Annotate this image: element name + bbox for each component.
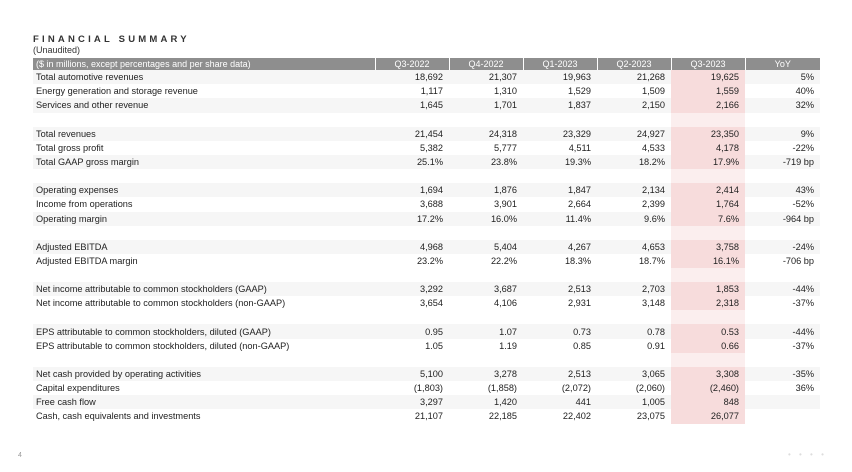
column-header: Q3-2022 xyxy=(375,58,449,70)
value-cell: (2,460) xyxy=(671,381,745,395)
financial-summary-table xyxy=(33,58,820,424)
row-label: Total revenues xyxy=(33,127,375,141)
value-cell: 1,420 xyxy=(449,395,523,409)
group-spacer xyxy=(33,353,820,367)
value-cell: 3,901 xyxy=(449,197,523,211)
yoy-cell: -44% xyxy=(745,282,820,296)
value-cell: 3,297 xyxy=(375,395,449,409)
value-cell: 3,065 xyxy=(597,367,671,381)
value-cell: 7.6% xyxy=(671,212,745,226)
value-cell: 1.05 xyxy=(375,339,449,353)
yoy-cell: 9% xyxy=(745,127,820,141)
row-label: EPS attributable to common stockholders, diluted (non-GAAP) xyxy=(33,339,375,353)
value-cell: 3,687 xyxy=(449,282,523,296)
table-row xyxy=(33,339,820,353)
value-cell: 1,764 xyxy=(671,197,745,211)
value-cell: 0.95 xyxy=(375,324,449,338)
value-cell: 3,278 xyxy=(449,367,523,381)
row-label: Adjusted EBITDA xyxy=(33,240,375,254)
row-label: Adjusted EBITDA margin xyxy=(33,254,375,268)
value-cell: 4,106 xyxy=(449,296,523,310)
value-cell: 0.53 xyxy=(671,324,745,338)
value-cell: 23,329 xyxy=(523,127,597,141)
value-cell: 1,645 xyxy=(375,98,449,112)
value-cell: (1,858) xyxy=(449,381,523,395)
row-label: Net income attributable to common stockholders (GAAP) xyxy=(33,282,375,296)
column-header: Q4-2022 xyxy=(449,58,523,70)
row-label: Operating margin xyxy=(33,212,375,226)
row-label: Total automotive revenues xyxy=(33,70,375,84)
value-cell: 21,454 xyxy=(375,127,449,141)
value-cell: 18.7% xyxy=(597,254,671,268)
page-subtitle: (Unaudited) xyxy=(33,45,81,55)
value-cell: 2,414 xyxy=(671,183,745,197)
value-cell: 3,148 xyxy=(597,296,671,310)
value-cell: 2,318 xyxy=(671,296,745,310)
value-cell: 4,267 xyxy=(523,240,597,254)
table-row xyxy=(33,212,820,226)
yoy-cell: -37% xyxy=(745,296,820,310)
value-cell: 25.1% xyxy=(375,155,449,169)
footer-dots: • • • • xyxy=(788,450,827,459)
value-cell: 1,847 xyxy=(523,183,597,197)
value-cell: 21,107 xyxy=(375,409,449,423)
group-spacer xyxy=(33,310,820,324)
row-label: Operating expenses xyxy=(33,183,375,197)
table-row xyxy=(33,324,820,338)
yoy-cell: -35% xyxy=(745,367,820,381)
yoy-cell: -22% xyxy=(745,141,820,155)
value-cell: 19,625 xyxy=(671,70,745,84)
table-row xyxy=(33,381,820,395)
row-label: Net income attributable to common stockholders (non-GAAP) xyxy=(33,296,375,310)
column-header: Q2-2023 xyxy=(597,58,671,70)
value-cell: 4,968 xyxy=(375,240,449,254)
table-row xyxy=(33,127,820,141)
value-cell: 1,005 xyxy=(597,395,671,409)
yoy-cell: -52% xyxy=(745,197,820,211)
row-label: Total GAAP gross margin xyxy=(33,155,375,169)
value-cell: 1,117 xyxy=(375,84,449,98)
row-label: Cash, cash equivalents and investments xyxy=(33,409,375,423)
value-cell: 23,075 xyxy=(597,409,671,423)
value-cell: 18.3% xyxy=(523,254,597,268)
value-cell: 4,653 xyxy=(597,240,671,254)
value-cell: 16.0% xyxy=(449,212,523,226)
value-cell: 5,404 xyxy=(449,240,523,254)
value-cell: 1,559 xyxy=(671,84,745,98)
row-label: Total gross profit xyxy=(33,141,375,155)
column-header: Q3-2023 xyxy=(671,58,745,70)
table-row xyxy=(33,240,820,254)
value-cell: (2,060) xyxy=(597,381,671,395)
yoy-cell: 32% xyxy=(745,98,820,112)
column-header: YoY xyxy=(745,58,820,70)
value-cell: 5,100 xyxy=(375,367,449,381)
yoy-cell: -24% xyxy=(745,240,820,254)
value-cell: 0.78 xyxy=(597,324,671,338)
value-cell: 1,837 xyxy=(523,98,597,112)
row-label: Income from operations xyxy=(33,197,375,211)
value-cell: 1,310 xyxy=(449,84,523,98)
value-cell: 23.2% xyxy=(375,254,449,268)
yoy-cell: -964 bp xyxy=(745,212,820,226)
table-row xyxy=(33,141,820,155)
table-row xyxy=(33,98,820,112)
value-cell: 1,694 xyxy=(375,183,449,197)
table-row xyxy=(33,70,820,84)
value-cell: 17.2% xyxy=(375,212,449,226)
value-cell: 2,150 xyxy=(597,98,671,112)
yoy-cell: -706 bp xyxy=(745,254,820,268)
value-cell: 2,513 xyxy=(523,282,597,296)
header-label: ($ in millions, except percentages and per share data) xyxy=(33,58,375,70)
value-cell: 16.1% xyxy=(671,254,745,268)
value-cell: 17.9% xyxy=(671,155,745,169)
table-row xyxy=(33,409,820,423)
row-label: Services and other revenue xyxy=(33,98,375,112)
value-cell: 2,134 xyxy=(597,183,671,197)
table-row xyxy=(33,197,820,211)
value-cell: 22,185 xyxy=(449,409,523,423)
yoy-cell xyxy=(745,395,820,409)
value-cell: 23,350 xyxy=(671,127,745,141)
yoy-cell: 43% xyxy=(745,183,820,197)
yoy-cell: 40% xyxy=(745,84,820,98)
value-cell: 9.6% xyxy=(597,212,671,226)
value-cell: 19.3% xyxy=(523,155,597,169)
value-cell: 0.91 xyxy=(597,339,671,353)
value-cell: 1,853 xyxy=(671,282,745,296)
table-row xyxy=(33,183,820,197)
table-row xyxy=(33,367,820,381)
value-cell: 4,511 xyxy=(523,141,597,155)
value-cell: 0.85 xyxy=(523,339,597,353)
value-cell: 3,758 xyxy=(671,240,745,254)
column-header: Q1-2023 xyxy=(523,58,597,70)
value-cell: 18,692 xyxy=(375,70,449,84)
value-cell: 0.73 xyxy=(523,324,597,338)
row-label: EPS attributable to common stockholders, diluted (GAAP) xyxy=(33,324,375,338)
value-cell: 1,701 xyxy=(449,98,523,112)
group-spacer xyxy=(33,226,820,240)
value-cell: 5,777 xyxy=(449,141,523,155)
value-cell: 441 xyxy=(523,395,597,409)
value-cell: 4,178 xyxy=(671,141,745,155)
value-cell: 19,963 xyxy=(523,70,597,84)
row-label: Energy generation and storage revenue xyxy=(33,84,375,98)
table-row xyxy=(33,296,820,310)
value-cell: 21,307 xyxy=(449,70,523,84)
value-cell: 0.66 xyxy=(671,339,745,353)
group-spacer xyxy=(33,169,820,183)
value-cell: 2,664 xyxy=(523,197,597,211)
value-cell: 2,703 xyxy=(597,282,671,296)
value-cell: 22.2% xyxy=(449,254,523,268)
value-cell: 1.19 xyxy=(449,339,523,353)
group-spacer xyxy=(33,113,820,127)
value-cell: 1.07 xyxy=(449,324,523,338)
value-cell: 24,927 xyxy=(597,127,671,141)
yoy-cell: -37% xyxy=(745,339,820,353)
table-row xyxy=(33,282,820,296)
row-label: Net cash provided by operating activities xyxy=(33,367,375,381)
value-cell: 4,533 xyxy=(597,141,671,155)
table-header-row xyxy=(33,58,820,70)
table-row xyxy=(33,395,820,409)
table-row xyxy=(33,84,820,98)
value-cell: 22,402 xyxy=(523,409,597,423)
page-title: FINANCIAL SUMMARY xyxy=(33,34,190,45)
value-cell: 24,318 xyxy=(449,127,523,141)
value-cell: 21,268 xyxy=(597,70,671,84)
value-cell: 2,166 xyxy=(671,98,745,112)
row-label: Free cash flow xyxy=(33,395,375,409)
page-number: 4 xyxy=(18,452,22,459)
value-cell: 848 xyxy=(671,395,745,409)
value-cell: 1,509 xyxy=(597,84,671,98)
row-label: Capital expenditures xyxy=(33,381,375,395)
value-cell: 26,077 xyxy=(671,409,745,423)
value-cell: 23.8% xyxy=(449,155,523,169)
value-cell: (1,803) xyxy=(375,381,449,395)
value-cell: 2,513 xyxy=(523,367,597,381)
yoy-cell xyxy=(745,409,820,423)
table-row xyxy=(33,254,820,268)
yoy-cell: 5% xyxy=(745,70,820,84)
value-cell: 3,308 xyxy=(671,367,745,381)
value-cell: 18.2% xyxy=(597,155,671,169)
value-cell: 3,688 xyxy=(375,197,449,211)
yoy-cell: -719 bp xyxy=(745,155,820,169)
value-cell: 11.4% xyxy=(523,212,597,226)
group-spacer xyxy=(33,268,820,282)
table-row xyxy=(33,155,820,169)
value-cell: 2,399 xyxy=(597,197,671,211)
value-cell: 3,292 xyxy=(375,282,449,296)
value-cell: 2,931 xyxy=(523,296,597,310)
value-cell: (2,072) xyxy=(523,381,597,395)
yoy-cell: -44% xyxy=(745,324,820,338)
yoy-cell: 36% xyxy=(745,381,820,395)
value-cell: 1,876 xyxy=(449,183,523,197)
value-cell: 5,382 xyxy=(375,141,449,155)
value-cell: 3,654 xyxy=(375,296,449,310)
value-cell: 1,529 xyxy=(523,84,597,98)
